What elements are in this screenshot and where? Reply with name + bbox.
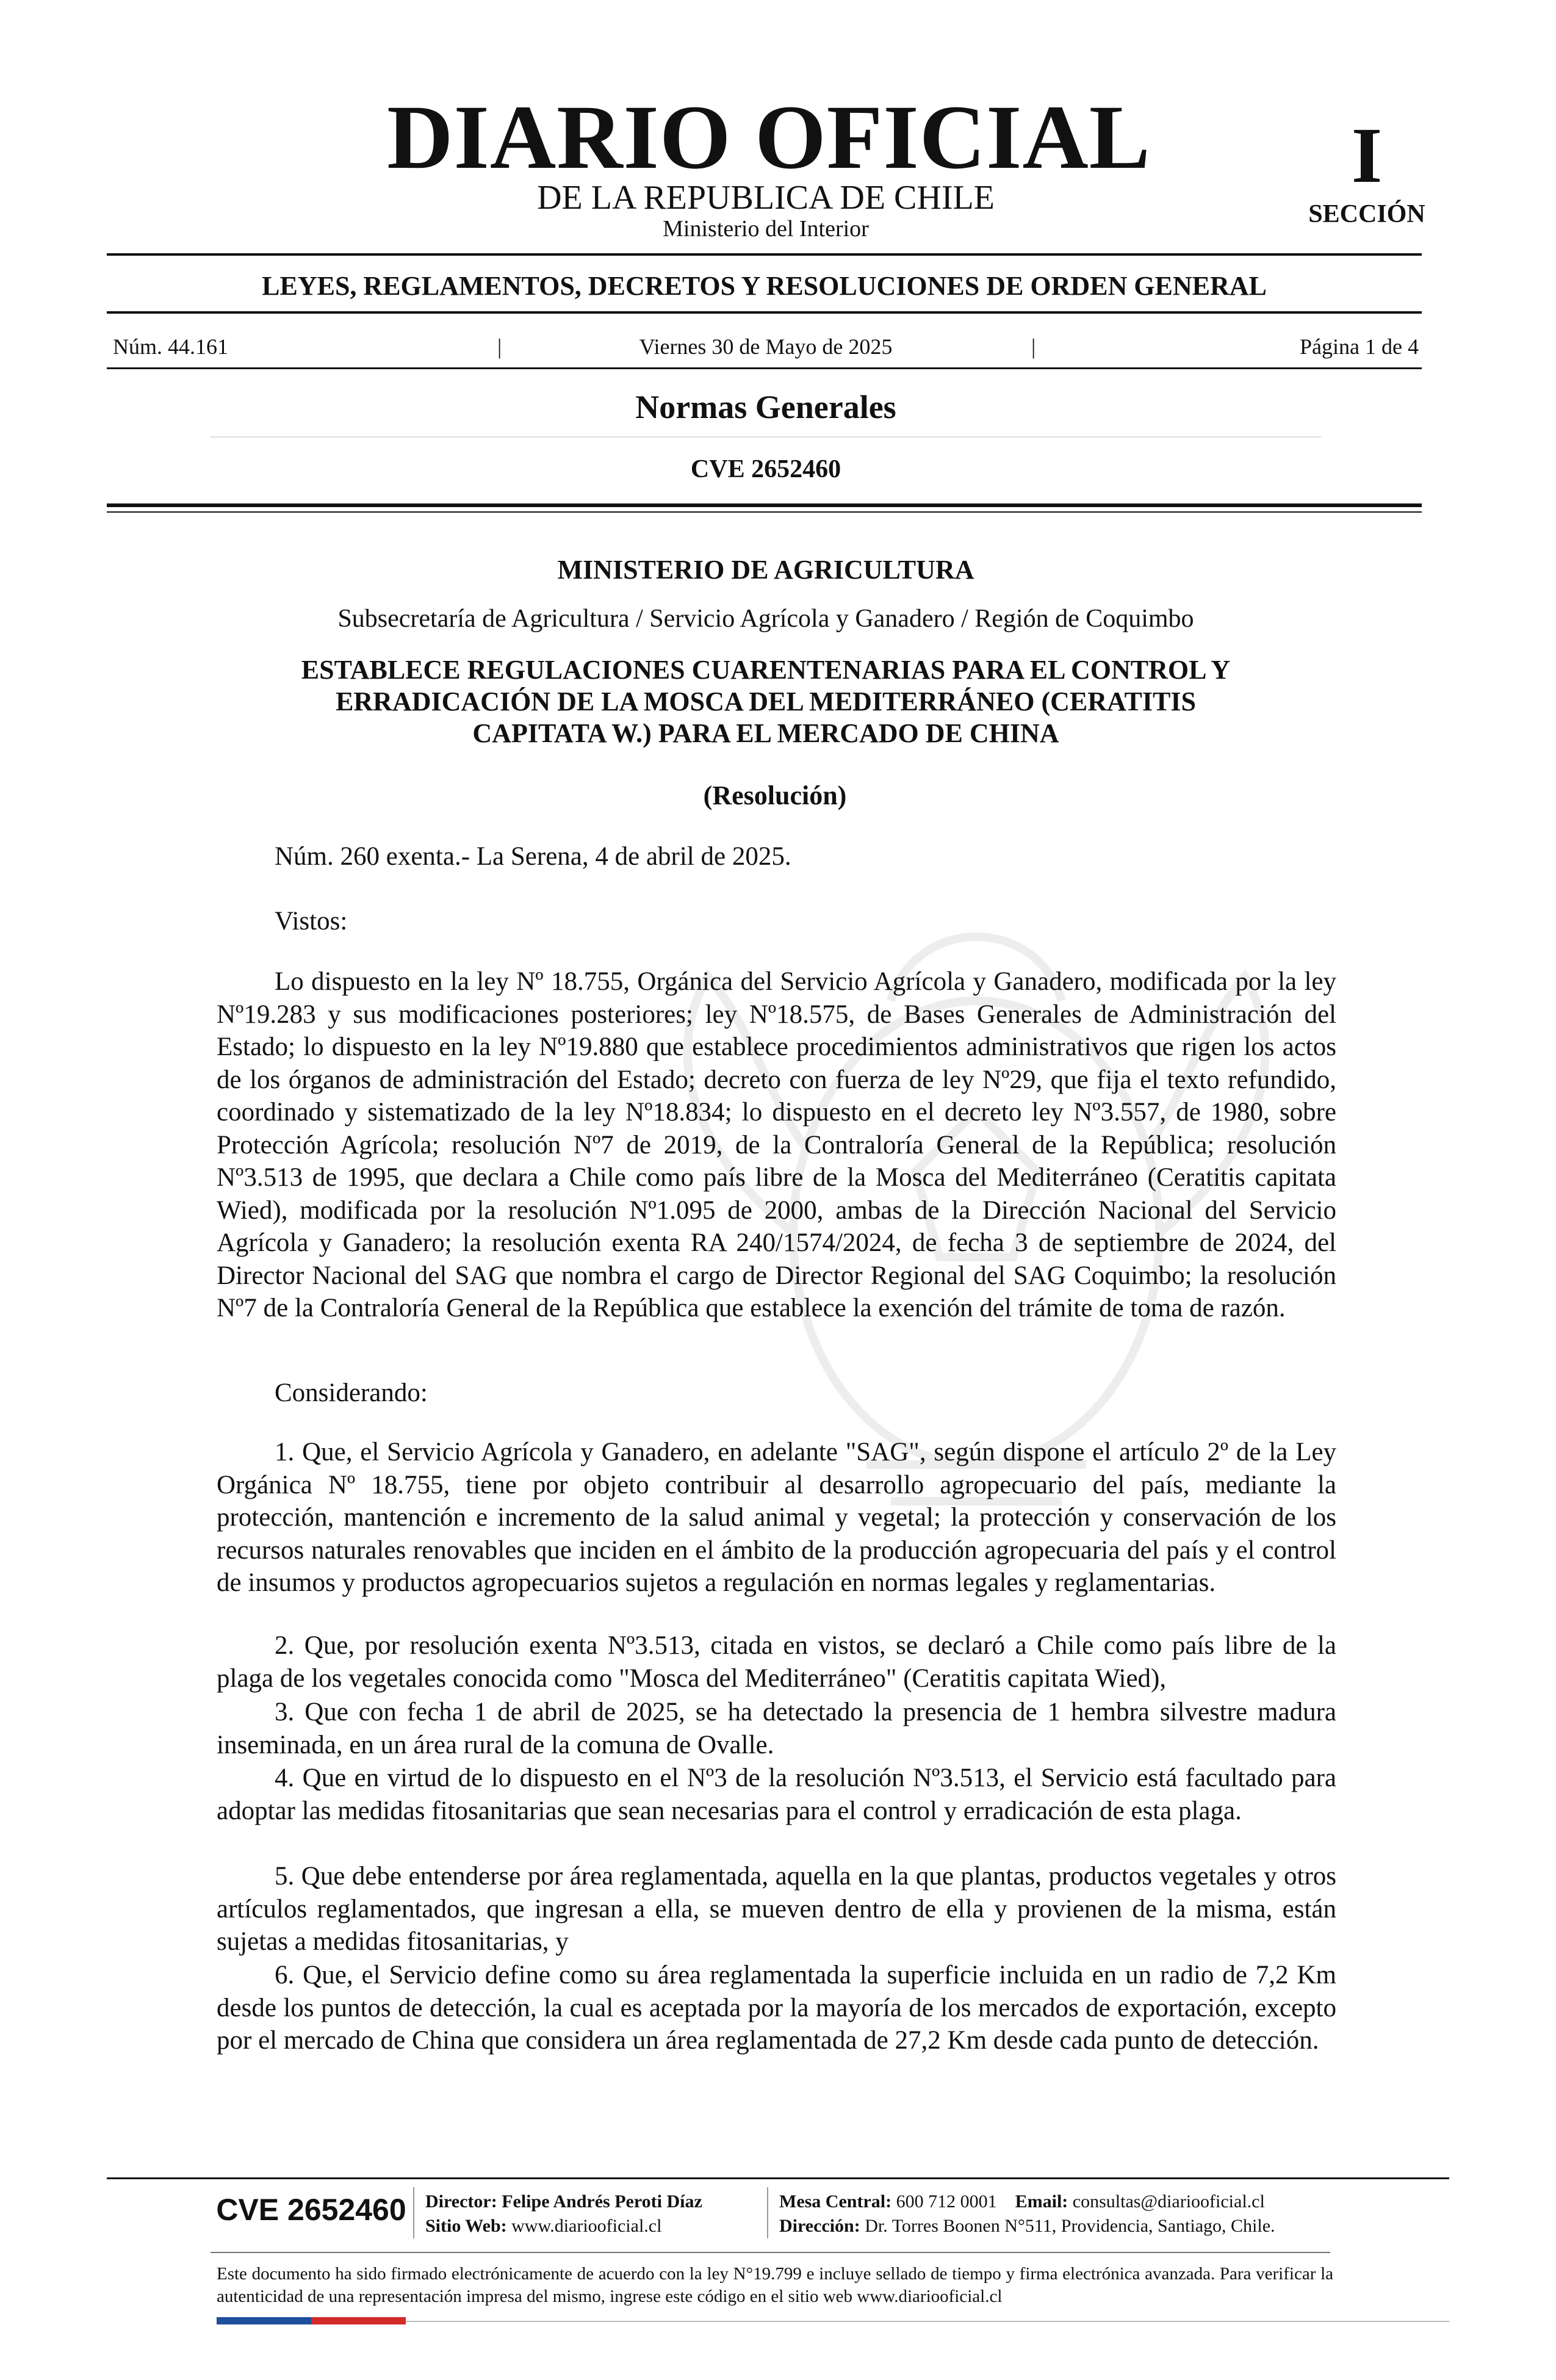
footer-contact-info: Mesa Central: 600 712 0001 Email: consultas@diariooficial.cl Dirección: Dr. Torres Boonen N°511, Providencia, Santiago, Chile. (779, 2191, 1275, 2236)
resolution-title (232, 654, 1300, 749)
resolution-number-line: Núm. 260 exenta.- La Serena, 4 de abril de 2025. (275, 842, 791, 871)
director-name: Felipe Andrés Peroti Díaz (502, 2191, 702, 2212)
considerando-4: 4. Que en virtud de lo dispuesto en el Nº3 de la resolución Nº3.513, el Servicio está facultado para adoptar las medidas fitosanitarias que sean necesarias para el control y erradicación de esta plaga. (217, 1764, 1336, 1825)
section-label: SECCIÓN (1308, 200, 1425, 228)
newspaper-title: DIARIO OFICIAL (387, 87, 1151, 188)
info-separator: | (1031, 334, 1036, 359)
website-link[interactable]: www.diariooficial.cl (511, 2216, 662, 2236)
section-heading: Normas Generales (635, 389, 896, 425)
considerando-6: 6. Que, el Servicio define como su área reglamentada la superficie incluida en un radio de 7,2 Km desde los puntos de detección, la cual es aceptada por la mayoría de los mercados de exportación, excepto por el mercado de China que considera un área reglamentada de 27,2 Km desde cada punto de detección. (217, 1961, 1336, 2055)
considerando-3: 3. Que con fecha 1 de abril de 2025, se ha detectado la presencia de 1 hembra silvestre madura inseminada, en un área rural de la comuna de Ovalle. (217, 1698, 1336, 1759)
cve-code: CVE 2652460 (690, 455, 841, 483)
footer-divider (413, 2187, 414, 2238)
footer-cve-code: CVE 2652460 (216, 2193, 406, 2227)
masthead-rule-top (107, 253, 1422, 256)
resolution-title-line: ESTABLECE REGULACIONES CUARENTENARIAS PARA EL CONTROL Y (301, 655, 1231, 685)
footer-editor-info: Director: Felipe Andrés Peroti Díaz Sitio Web: www.diariooficial.cl (425, 2191, 702, 2236)
category-heading: LEYES, REGLAMENTOS, DECRETOS Y RESOLUCIONES DE ORDEN GENERAL (262, 271, 1267, 301)
electronic-signature-note: Este documento ha sido firmado electrónicamente de acuerdo con la ley N°19.799 e incluye sellado de tiempo y firma electrónica avanzada. Para verificar la autenticidad de una representación impresa del mismo, ingrese este código en el sitio web www.diariooficial.cl (217, 2264, 1333, 2306)
footer-box (211, 2179, 1330, 2252)
flag-stripe-blue (217, 2317, 311, 2324)
masthead-rule-bottom (107, 311, 1422, 314)
resolution-title-line: CAPITATA W.) PARA EL MERCADO DE CHINA (472, 718, 1059, 748)
issue-number: Núm. 44.161 (113, 334, 228, 359)
resolution-title-line: ERRADICACIÓN DE LA MOSCA DEL MEDITERRÁNEO (CERATITIS (336, 687, 1196, 716)
considerando-2: 2. Que, por resolución exenta Nº3.513, citada en vistos, se declaró a Chile como país libre de la plaga de los vegetales conocida como "Mosca del Mediterráneo" (Ceratitis capitata Wied), (217, 1631, 1336, 1693)
phone-number: 600 712 0001 (896, 2191, 997, 2212)
ministry-line: Ministerio del Interior (663, 216, 869, 242)
issuing-ministry: MINISTERIO DE AGRICULTURA (557, 555, 974, 585)
info-separator: | (497, 334, 502, 359)
newspaper-subtitle: DE LA REPUBLICA DE CHILE (537, 179, 995, 217)
section-rule-thick (107, 503, 1422, 507)
footer-divider (767, 2187, 768, 2238)
footer-rule-bottom (211, 2252, 1330, 2253)
section-rule-thin (107, 511, 1422, 513)
flag-stripe-red (311, 2317, 406, 2324)
email-link[interactable]: consultas@diariooficial.cl (1072, 2191, 1265, 2212)
footer-rule-final (406, 2321, 1449, 2322)
issue-date: Viernes 30 de Mayo de 2025 (639, 334, 893, 359)
considerando-label: Considerando: (275, 1379, 428, 1407)
considerando-1: 1. Que, el Servicio Agrícola y Ganadero, en adelante "SAG", según dispone el artículo 2º de la Ley Orgánica Nº 18.755, tiene por objeto contribuir al desarrollo agropecuario del país, mediante la protección, mantención e incremento de la salud animal y vegetal; la protección y conservación de los recursos naturales renovables que inciden en el ámbito de la producción agropecuaria del país y el control de insumos y productos agropecuarios sujetos a regulación en normas legales y reglamentarias. (217, 1438, 1336, 1597)
heading-divider (211, 436, 1321, 438)
document-type: (Resolución) (703, 781, 847, 810)
address: Dr. Torres Boonen N°511, Providencia, Santiago, Chile. (865, 2216, 1275, 2236)
page-indicator: Página 1 de 4 (1300, 334, 1419, 359)
issuing-subsecretaria: Subsecretaría de Agricultura / Servicio Agrícola y Ganadero / Región de Coquimbo (337, 605, 1194, 633)
info-bar-rule (107, 367, 1422, 369)
vistos-paragraph: Lo dispuesto en la ley Nº 18.755, Orgánica del Servicio Agrícola y Ganadero, modificada por la ley Nº19.283 y sus modificaciones posteriores; ley Nº18.575, de Bases Generales de Administración del Estado; lo dispuesto en la ley Nº19.880 que establece procedimientos administrativos que rigen los actos de los órganos de administración del Estado; decreto con fuerza de ley Nº29, que fija el texto refundido, coordinado y sistematizado de la ley Nº18.834; lo dispuesto en el decreto ley Nº3.557, de 1980, sobre Protección Agrícola; resolución Nº7 de 2019, de la Contraloría General de la República; resolución Nº3.513 de 1995, que declara a Chile como país libre de la Mosca del Mediterráneo (Ceratitis capitata Wied), modificada por la resolución Nº1.095 de 2000, ambas de la Dirección Nacional del Servicio Agrícola y Ganadero; la resolución exenta RA 240/1574/2024, de fecha 3 de septiembre de 2024, del Director Nacional del SAG que nombra el cargo de Director Regional del SAG Coquimbo; la resolución Nº7 de la Contraloría General de la República que establece la exención del trámite de toma de razón. (217, 967, 1336, 1322)
vistos-label: Vistos: (275, 907, 348, 936)
section-number: I (1351, 112, 1383, 200)
considerando-5: 5. Que debe entenderse por área reglamentada, aquella en la que plantas, productos vegetales y otros artículos reglamentados, que ingresan a ella, se mueven dentro de ella y provienen de la misma, están sujetas a medidas fitosanitarias, y (217, 1862, 1336, 1956)
